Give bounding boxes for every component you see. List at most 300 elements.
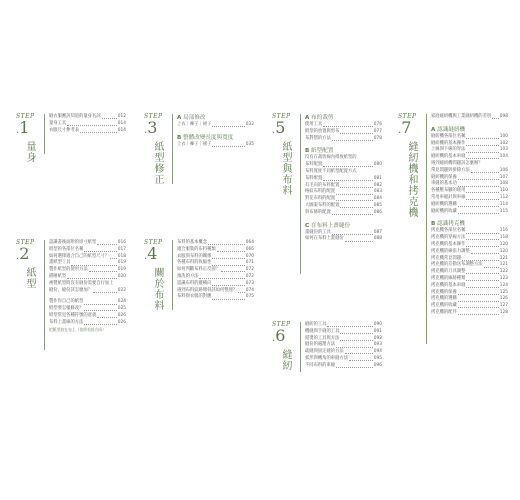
entry-title: 拷克機的刀具調整 (431, 269, 466, 275)
step-word: STEP (144, 239, 163, 246)
dot-leader (212, 146, 244, 147)
toc-step-7 (398, 114, 508, 344)
entry-title: 熨燙的工具與方法 (305, 335, 340, 341)
step-entries (431, 114, 508, 317)
entry-title: 量身工具 (49, 120, 67, 126)
entry-title: 格紋布料的配置 (305, 189, 336, 195)
page-number: 110 (499, 188, 508, 194)
toc-entry[interactable] (49, 114, 126, 121)
toc-entry[interactable] (431, 134, 508, 141)
step-divider (300, 322, 301, 372)
step-number (16, 120, 44, 139)
dot-leader (484, 267, 499, 268)
toc-entry[interactable] (431, 209, 508, 216)
page-number: 094 (373, 349, 382, 355)
step-divider (172, 114, 173, 184)
step-number-dot: . (144, 125, 148, 136)
toc-step-5 (272, 114, 382, 274)
toc-entry[interactable] (177, 240, 254, 247)
dot-leader (458, 186, 499, 187)
step-entries (49, 240, 126, 333)
dot-leader (336, 194, 373, 195)
step-heading (272, 114, 300, 196)
toc-entry[interactable] (431, 310, 508, 317)
entry-title: 拷克機的保養 (431, 289, 457, 295)
dot-leader (332, 214, 373, 215)
step-divider (426, 114, 427, 344)
toc-entry[interactable] (431, 161, 508, 168)
page-number: 017 (117, 246, 126, 252)
dot-leader (458, 294, 499, 295)
dot-leader (336, 347, 373, 348)
page-number: 020 (117, 273, 126, 279)
toc-entry[interactable] (49, 128, 126, 135)
entry-title: 布料配置 (305, 175, 323, 181)
step-number-value: 2 (19, 244, 30, 263)
dot-leader (238, 292, 245, 293)
dot-leader (471, 253, 499, 254)
entry-title: 紙型要怎樣修改？ (49, 306, 84, 312)
entry-title: 拷克機各部位名稱 (431, 228, 466, 234)
toc-entry[interactable] (305, 329, 382, 336)
step-word: STEP (16, 239, 35, 246)
entry-title: 畫縫份的工具 (305, 229, 331, 235)
entry-title: 認識布料的縱橫向 (177, 280, 212, 286)
page-number: 103 (499, 147, 508, 153)
entry-title: 使用工具 (305, 122, 323, 127)
step-entries (177, 240, 254, 301)
page-number: 121 (499, 262, 508, 268)
page-number: 121 (499, 255, 508, 261)
step-title: 紙型 (24, 267, 35, 289)
dot-leader (458, 213, 499, 214)
step-title: 量身 (24, 141, 35, 163)
toc-step-1 (16, 113, 126, 163)
toc-entry[interactable] (305, 196, 382, 203)
page-number: 066 (245, 246, 254, 252)
step-number (16, 246, 44, 265)
step-number-value: 3 (147, 118, 158, 137)
dot-leader (332, 234, 373, 235)
entry-title: 縫紉的工具 (305, 322, 327, 327)
step-number-value: 6 (275, 326, 286, 345)
dot-leader (84, 304, 116, 305)
entry-title: 紙型的各部位名稱 (49, 246, 84, 252)
section-heading (431, 126, 508, 134)
dot-leader (340, 340, 372, 341)
toc-entry[interactable] (49, 320, 126, 327)
section-letter: A (177, 115, 182, 121)
page-number: 088 (373, 236, 382, 242)
step-entries (177, 114, 254, 149)
page-number: 116 (499, 228, 508, 234)
toc-entry[interactable] (431, 195, 508, 202)
toc-entry[interactable] (305, 203, 382, 210)
page-number: 095 (373, 355, 382, 361)
dot-leader (492, 118, 499, 119)
page-number: 126 (499, 296, 508, 302)
page-number: 106 (499, 167, 508, 173)
entry-title: 疏縫與固定縫的方法 (305, 349, 344, 355)
dot-leader (466, 138, 498, 139)
entry-title: 上衣｜褲子｜裙子 (177, 141, 212, 147)
page-number: 093 (373, 342, 382, 348)
toc-entry[interactable] (431, 269, 508, 276)
toc-step-2 (16, 240, 126, 350)
dot-leader (71, 265, 116, 266)
entry-title: 常用車縫針與車線 (431, 194, 466, 200)
step-entries (305, 322, 382, 370)
step-number (272, 120, 300, 139)
dot-leader (458, 206, 499, 207)
entry-title: 縫紉機的基本操作 (431, 140, 466, 146)
dot-leader (458, 179, 499, 180)
step-word: STEP (272, 113, 291, 120)
step-number-dot: . (272, 125, 276, 136)
dot-leader (466, 199, 498, 200)
page-number: 074 (245, 287, 254, 293)
dot-leader (336, 367, 373, 368)
step-number-dot: . (16, 251, 20, 262)
page-number: 077 (373, 128, 382, 134)
page-number: 086 (373, 209, 382, 215)
toc-entry[interactable] (431, 283, 508, 290)
toc-entry[interactable] (305, 136, 382, 143)
step-title: 關於布料 (152, 267, 163, 311)
entry-title: 布對摺的方法 (305, 135, 331, 141)
dot-leader (67, 278, 117, 279)
step-title: 紙型修正 (152, 141, 163, 185)
dot-leader (466, 152, 498, 153)
toc-entry[interactable] (49, 313, 126, 320)
page-number: 071 (245, 260, 254, 266)
page-number: 024 (117, 299, 126, 305)
dot-leader (466, 233, 498, 234)
toc-entry[interactable] (177, 281, 254, 288)
step-divider (44, 114, 45, 154)
dot-leader (458, 301, 499, 302)
section-title: 在布料上畫縫份 (310, 222, 351, 229)
entry-title: 上線與下線的穿法 (431, 147, 466, 153)
page-number: 096 (373, 362, 382, 368)
dot-leader (466, 280, 498, 281)
entry-title: 遇到縫紉機問題該怎麼辦？ (431, 160, 483, 166)
toc-entry[interactable] (177, 294, 254, 301)
page-number: 098 (499, 114, 508, 119)
page-number: 080 (373, 162, 382, 168)
dot-leader (323, 166, 373, 167)
entry-title: 布料配置 (305, 162, 323, 168)
dot-leader (340, 187, 372, 188)
page-number: 118 (499, 235, 508, 241)
page-number: 014 (117, 127, 126, 133)
toc-entry[interactable] (431, 202, 508, 209)
toc-entry[interactable] (305, 363, 382, 370)
entry-title: 縫衣服應該知道的量身名詞 (49, 114, 101, 119)
dot-leader (466, 192, 498, 193)
toc-step-3 (144, 114, 254, 184)
entry-title: 布料與衣服的對應 (177, 294, 212, 300)
page-number: 125 (499, 289, 508, 295)
entry-title: 製作紙型的使用方法 (49, 267, 88, 273)
step-divider (172, 240, 173, 310)
step-divider (44, 240, 45, 350)
step-number-value: 1 (19, 118, 30, 137)
page-number: 072 (245, 273, 254, 279)
toc-entry[interactable] (177, 142, 254, 149)
section-letter: A (431, 126, 436, 133)
dot-leader (462, 260, 499, 261)
dot-leader (217, 251, 245, 252)
entry-title: 常見問題與排除方法 (431, 167, 470, 173)
section-title: 布的裁剪 (311, 115, 334, 121)
toc-entry[interactable] (177, 274, 254, 281)
step-number-dot: . (398, 125, 402, 136)
dot-leader (84, 310, 116, 311)
page-number: 078 (373, 135, 382, 141)
section-letter: A (305, 115, 310, 121)
toc-entry[interactable] (49, 240, 126, 247)
dot-leader (212, 126, 244, 127)
toc-entry[interactable] (305, 129, 382, 136)
step-number-dot: . (144, 251, 148, 262)
page-number: 019 (117, 260, 126, 266)
entry-title: 衣服與布料的關係 (177, 253, 212, 259)
section-title: 整體改變長度與寬度 (183, 134, 234, 141)
dot-leader (102, 118, 117, 119)
step-heading (144, 240, 172, 311)
page-number: 107 (499, 174, 508, 180)
entry-title: 沒有在裁剪線內排放紙型的 (305, 155, 357, 161)
dot-leader (345, 241, 373, 242)
dot-leader (97, 317, 117, 318)
entry-title: 縫份，縫份該怎麼加？ (49, 287, 92, 293)
section-letter: B (305, 148, 310, 155)
dot-leader (323, 180, 373, 181)
toc-entry[interactable] (431, 235, 508, 242)
toc-entry[interactable] (431, 276, 508, 283)
page-number: 032 (245, 122, 254, 127)
dot-leader (212, 285, 244, 286)
dot-leader (466, 145, 498, 146)
page-number: 075 (245, 294, 254, 300)
dot-leader (80, 132, 117, 133)
section-title: 認識縫紉機 (437, 126, 466, 133)
page-number: 070 (245, 253, 254, 259)
toc-entry[interactable] (431, 303, 508, 310)
entry-title: 預洗的方法 (177, 273, 199, 279)
dot-leader (208, 244, 245, 245)
entry-title: 拷克機的穿線方法 (431, 235, 466, 241)
dot-leader (466, 246, 498, 247)
dot-leader (340, 207, 372, 208)
dot-leader (93, 292, 117, 293)
entry-title: 不同布料的車縫 (305, 362, 336, 368)
page-number: 112 (499, 194, 508, 200)
dot-leader (327, 326, 372, 327)
entry-title: 紙型常見各種符號的意義 (49, 312, 97, 318)
dot-leader (466, 239, 498, 240)
entry-title: 拷克機的基本操作 (431, 241, 466, 247)
entry-title: 認識書後面附的原寸紙型 (49, 240, 97, 245)
dot-leader (458, 314, 499, 315)
step-entries (305, 114, 382, 243)
step-title: 縫紉機和拷克機 (406, 141, 417, 218)
step-number (144, 246, 172, 265)
dot-leader (458, 307, 499, 308)
toc-entry[interactable] (431, 188, 508, 195)
dot-leader (466, 287, 498, 288)
entry-title: 布料寬度不同紙型配置方式 (305, 168, 357, 174)
toc-entry[interactable] (305, 122, 382, 129)
page-number: 018 (117, 253, 126, 259)
dot-leader (466, 158, 498, 159)
toc-entry[interactable] (305, 356, 382, 363)
page-number: 026 (117, 319, 126, 325)
toc-entry[interactable] (177, 267, 254, 274)
toc-entry[interactable] (431, 114, 508, 121)
toc-entry[interactable] (305, 349, 382, 356)
toc-entry[interactable] (305, 210, 382, 217)
page-number: 012 (117, 114, 126, 119)
entry-title: 對花布料的配置 (305, 196, 336, 202)
toc-entry-continued[interactable] (49, 288, 126, 295)
page-number: 090 (373, 322, 382, 327)
toc-entry[interactable] (49, 267, 126, 274)
step-number (272, 328, 300, 347)
step-title: 紙型與布料 (280, 141, 291, 196)
entry-title: 上衣｜褲子｜裙子 (177, 122, 212, 127)
entry-title: 如何在布料上畫縫份 (305, 236, 344, 242)
entry-title: 布料上畫線的方法 (49, 319, 84, 325)
entry-title: 縫紉機的基本車縫 (431, 154, 466, 160)
entry-title: 遇到布料紋路彎斜該如何整理？ (177, 287, 238, 293)
toc-step-6 (272, 322, 382, 372)
toc-entry[interactable] (177, 122, 254, 129)
page-number: 085 (373, 202, 382, 208)
entry-title: 斜布條的配置 (305, 209, 331, 215)
toc-entry[interactable] (49, 281, 126, 288)
toc-entry[interactable] (49, 306, 126, 313)
page-number: 083 (373, 189, 382, 195)
page-number: 104 (499, 154, 508, 160)
section-title: 認識拷克機 (437, 221, 466, 228)
dot-leader (67, 125, 117, 126)
caption-note: 把紙型放在布上（依照布紋方向） (49, 326, 106, 332)
page-number: 102 (499, 140, 508, 146)
entry-title: 布料的基本概念 (177, 240, 208, 245)
page-number: 076 (373, 122, 382, 127)
page-number: 087 (373, 229, 382, 235)
entry-title: 縫份的處理方法 (305, 342, 336, 348)
step-number-value: 7 (401, 118, 412, 137)
dot-leader (340, 333, 372, 334)
page-number: 084 (373, 196, 382, 202)
entry-title: 縫紉機的保養 (431, 174, 457, 180)
toc-entry[interactable] (305, 169, 382, 176)
dot-leader (345, 353, 373, 354)
page-number: 124 (499, 282, 508, 288)
entry-title: 拷克機常見問題 (431, 255, 462, 261)
entry-title: 拷克機的線張力調整 (431, 248, 470, 254)
dot-leader (212, 265, 244, 266)
toc-entry[interactable] (305, 322, 382, 329)
toc-entry[interactable] (431, 154, 508, 161)
dot-leader (97, 244, 117, 245)
page-number: 022 (117, 287, 126, 293)
page-number: 092 (373, 335, 382, 341)
page-number: 019 (117, 267, 126, 273)
section-heading (177, 114, 254, 122)
step-title: 縫紉 (280, 349, 291, 371)
step-heading (398, 114, 426, 218)
toc-entry[interactable] (49, 247, 126, 254)
toc-entry[interactable] (305, 236, 382, 243)
entry-title: 如何判斷布料正反面？ (177, 267, 220, 273)
toc-entry[interactable] (49, 274, 126, 281)
toc-entry[interactable] (177, 247, 254, 254)
page-number: 072 (245, 267, 254, 273)
entry-title: 拷克機的線跡種類 (431, 275, 466, 281)
step-number-value: 5 (275, 118, 286, 137)
entry-title: 車縫的基本功 (431, 181, 457, 187)
toc-entry[interactable] (431, 242, 508, 249)
step-number-dot: . (16, 125, 20, 136)
entry-title: 弧形與轉角的車縫方法 (305, 355, 348, 361)
page-number: 064 (245, 240, 254, 245)
entry-title: 製作你自己的紙型 (49, 299, 84, 305)
dot-leader (466, 273, 498, 274)
dot-leader (221, 271, 245, 272)
entry-title: 紙型的放置與剪布 (305, 128, 340, 134)
toc-entry-continued[interactable] (305, 176, 382, 183)
toc-entry[interactable] (49, 121, 126, 128)
page-number: 120 (499, 241, 508, 247)
toc-entry[interactable] (431, 249, 508, 256)
dot-leader (199, 278, 244, 279)
page-number: 082 (373, 182, 382, 188)
section-letter: C (305, 222, 310, 229)
entry-title: 拷克機的差動送布調整方法 (431, 262, 483, 268)
page-number: 122 (499, 269, 508, 275)
dot-leader (110, 258, 117, 259)
page-number: 123 (499, 275, 508, 281)
entry-title: 縫紉機各部位名稱 (431, 133, 466, 139)
page-number: 115 (499, 208, 508, 214)
entry-title: 機縫與手縫的工具 (305, 328, 340, 334)
page-number: 108 (499, 181, 508, 187)
step-heading (272, 322, 300, 371)
page-number: 025 (117, 306, 126, 312)
step-divider (300, 114, 301, 274)
page-number: 016 (117, 240, 126, 245)
page-number: 128 (499, 309, 508, 315)
dot-leader (84, 251, 116, 252)
toc-entry-continued[interactable] (431, 168, 508, 175)
entry-title: 拷克機的基本車縫 (431, 282, 466, 288)
entry-title: 畫紙型工具 (49, 260, 71, 266)
step-word: STEP (398, 113, 417, 120)
section-heading (305, 114, 382, 122)
page-number: 114 (499, 201, 508, 207)
dot-leader (212, 258, 244, 259)
toc-entry-continued[interactable] (305, 162, 382, 169)
step-word: STEP (144, 113, 163, 120)
entry-title: 拷克機的配件 (431, 309, 457, 315)
step-word: STEP (272, 321, 291, 328)
entry-title: 各種布料的收縮性 (177, 260, 212, 266)
section-heading (177, 134, 254, 142)
